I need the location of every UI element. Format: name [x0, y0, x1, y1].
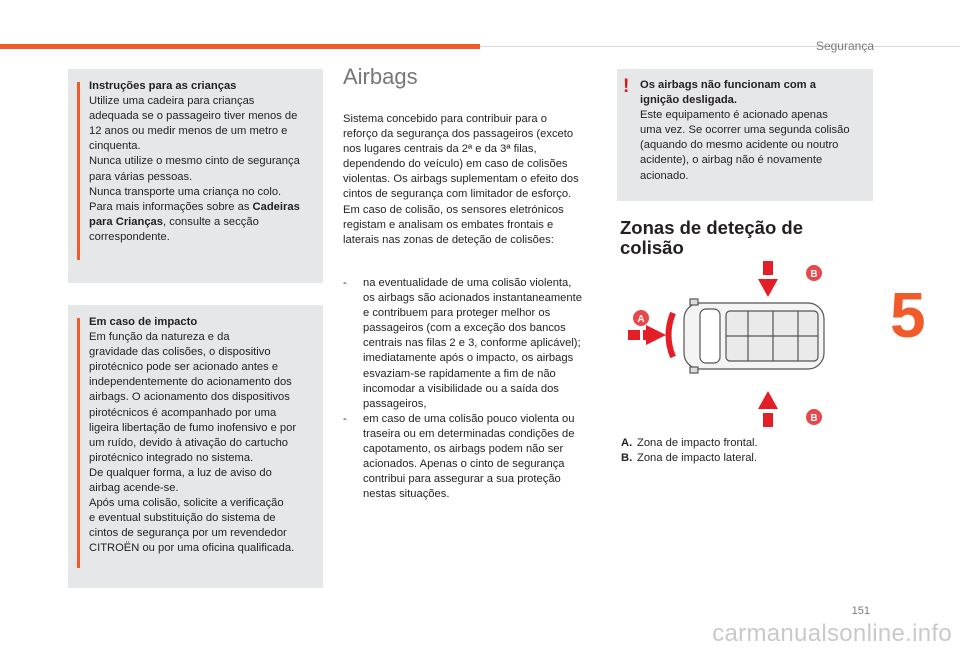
text-line: Nunca utilize o mesmo cinto de segurança	[89, 155, 300, 168]
text-line: independentemente do acionamento dos	[89, 376, 292, 389]
legend-text: Zona de impacto lateral.	[637, 452, 758, 465]
warning-text	[640, 78, 867, 184]
text-line: e eventual substituição do sistema de	[89, 512, 276, 525]
text-line: uma vez. Se ocorrer uma segunda colisão	[640, 124, 850, 137]
bullet-item	[343, 412, 605, 503]
text-line: acionado.	[640, 169, 689, 182]
text-line: De qualquer forma, a luz de aviso do	[89, 466, 272, 479]
header-accent-bar	[0, 44, 480, 49]
text-line: airbag acende-se.	[89, 482, 179, 495]
text-line: (aquando do mesmo acidente ou noutro	[640, 139, 839, 152]
text-line: e contribuem para proteger melhor os	[363, 307, 551, 320]
warning-title: Os airbags não funcionam com a	[640, 79, 816, 91]
text-line: capotamento, os airbags podem não ser	[363, 443, 564, 456]
watermark: carmanualsonline.info	[712, 620, 952, 647]
text-line: pirotécnico pode ser acionado antes e	[89, 361, 279, 374]
text-line: nos lugares centrais da 2ª e da 3ª filas,	[343, 143, 537, 156]
text-line: reforço da segurança dos passageiros (exceto	[343, 128, 574, 141]
text-line: em caso de uma colisão pouco violenta ou	[363, 412, 575, 425]
text-line: Sistema concebido para contribuir para o	[343, 113, 547, 125]
exclamation-icon: !	[623, 76, 630, 97]
label-b-bottom-marker	[806, 409, 822, 425]
zones-heading	[620, 218, 803, 258]
impact-info-box	[68, 305, 323, 588]
text-line: cintos de segurança por um revendedor	[89, 527, 287, 540]
text-line: registam e analisam os embates frontais e	[343, 218, 554, 231]
text-line: laterais nas zonas de deteção de colisões:	[343, 233, 554, 246]
text-line: traseira ou em determinadas condições de	[363, 427, 575, 440]
text-line: um ruído, devido à ativação do cartucho	[89, 436, 289, 449]
info-bar	[77, 82, 80, 260]
text-line: cintos de segurança com limitador de esforço.	[343, 188, 572, 201]
more-info-prefix: Para mais informações sobre as	[89, 200, 253, 213]
zones-heading-line-1: Zonas de deteção de	[620, 217, 803, 238]
collision-zones-diagram	[628, 255, 828, 435]
children-info-box	[68, 69, 323, 283]
top-impact-arrow	[758, 261, 778, 297]
text-line: correspondente.	[89, 230, 170, 243]
bottom-impact-arrow	[758, 391, 778, 427]
header-divider	[480, 46, 960, 47]
text-line: passageiros,	[363, 397, 427, 410]
info-bar	[77, 318, 80, 568]
warning-box	[617, 69, 873, 201]
text-line: Este equipamento é acionado apenas	[640, 109, 828, 122]
legend-item	[621, 451, 758, 466]
text-line: esvaziam-se rapidamente a fim de não	[363, 367, 556, 380]
text-line: 12 anos ou medir menos de um metro e	[89, 125, 288, 138]
children-info-text	[89, 79, 317, 245]
label-b-bottom: B	[810, 413, 818, 424]
bullet-item	[343, 276, 605, 412]
text-line: imediatamente após o impacto, os airbags	[363, 352, 574, 365]
text-line: CITROËN ou por uma oficina qualificada.	[89, 542, 295, 555]
text-line: na eventualidade de uma colisão violenta,	[363, 277, 572, 289]
text-line: Em caso de colisão, os sensores eletrónicos	[343, 203, 564, 216]
text-line: passageiros (com a exceção dos bancos	[363, 322, 566, 335]
text-line: os airbags são acionados instantaneamente	[363, 292, 582, 305]
text-line: acionados. Apenas o cinto de segurança	[363, 458, 565, 471]
airbags-intro	[343, 112, 605, 248]
legend-key: A.	[621, 437, 633, 449]
label-b-top: B	[810, 269, 818, 280]
airbags-heading: Airbags	[343, 64, 418, 89]
legend-item	[621, 436, 758, 451]
text-line: Após uma colisão, solicite a verificação	[89, 497, 284, 510]
more-info-line	[89, 200, 317, 215]
text-line: gravidade das colisões, o dispositivo	[89, 346, 271, 359]
text-line: Em função da natureza e da	[89, 331, 230, 344]
text-line: pirotécnicos é acompanhado por uma	[89, 406, 277, 419]
more-info-line	[89, 215, 317, 230]
text-line: acidente), o airbag não é novamente	[640, 154, 823, 167]
text-line: pirotécnico integrado no sistema.	[89, 451, 254, 464]
text-line: cinquenta.	[89, 140, 141, 153]
text-line: incomodar a visibilidade ou a saída dos	[363, 382, 559, 395]
zones-legend	[621, 436, 758, 466]
text-line: ligeira libertação de fumo inofensivo e por	[89, 421, 297, 434]
van-top-view	[684, 299, 824, 373]
section-title: Segurança	[815, 39, 874, 53]
airbags-bullets	[343, 276, 605, 502]
impact-info-text	[89, 315, 317, 557]
text-line: adequada se o passageiro tiver menos de	[89, 110, 298, 123]
child-seats-link-2[interactable]: para Crianças	[89, 215, 164, 228]
text-line: violentas. Os airbags suplementam o efeito dos	[343, 173, 579, 186]
page-number: 151	[851, 605, 870, 617]
impact-info-title: Em caso de impacto	[89, 316, 198, 328]
label-a: A	[637, 314, 645, 325]
label-a-marker	[633, 310, 649, 326]
legend-text: Zona de impacto frontal.	[637, 437, 758, 449]
text-line: airbags. O acionamento dos dispositivos	[89, 391, 290, 404]
chapter-number: 5	[890, 279, 926, 351]
text-line: contribui para assegurar a sua proteção	[363, 473, 561, 486]
text-line: Nunca transporte uma criança no colo.	[89, 185, 282, 198]
legend-key: B.	[621, 452, 633, 465]
child-seats-link[interactable]: Cadeiras	[252, 200, 300, 213]
zones-heading-line-2: colisão	[620, 237, 684, 258]
text-line: nestas situações.	[363, 488, 450, 501]
label-b-top-marker	[806, 265, 822, 281]
text-line: Utilize uma cadeira para crianças	[89, 95, 255, 108]
text-line: dependendo do veículo) em caso de colisões	[343, 158, 568, 171]
bullet-marker: -	[343, 412, 347, 425]
text-line: centrais nas filas 2 e 3, conforme aplicável);	[363, 337, 581, 350]
children-info-title: Instruções para as crianças	[89, 80, 237, 92]
warning-title-2: ignição desligada.	[640, 94, 737, 107]
text-line: para várias pessoas.	[89, 170, 193, 183]
more-info-suffix: , consulte a secção	[163, 215, 259, 228]
bullet-marker: -	[343, 277, 347, 289]
